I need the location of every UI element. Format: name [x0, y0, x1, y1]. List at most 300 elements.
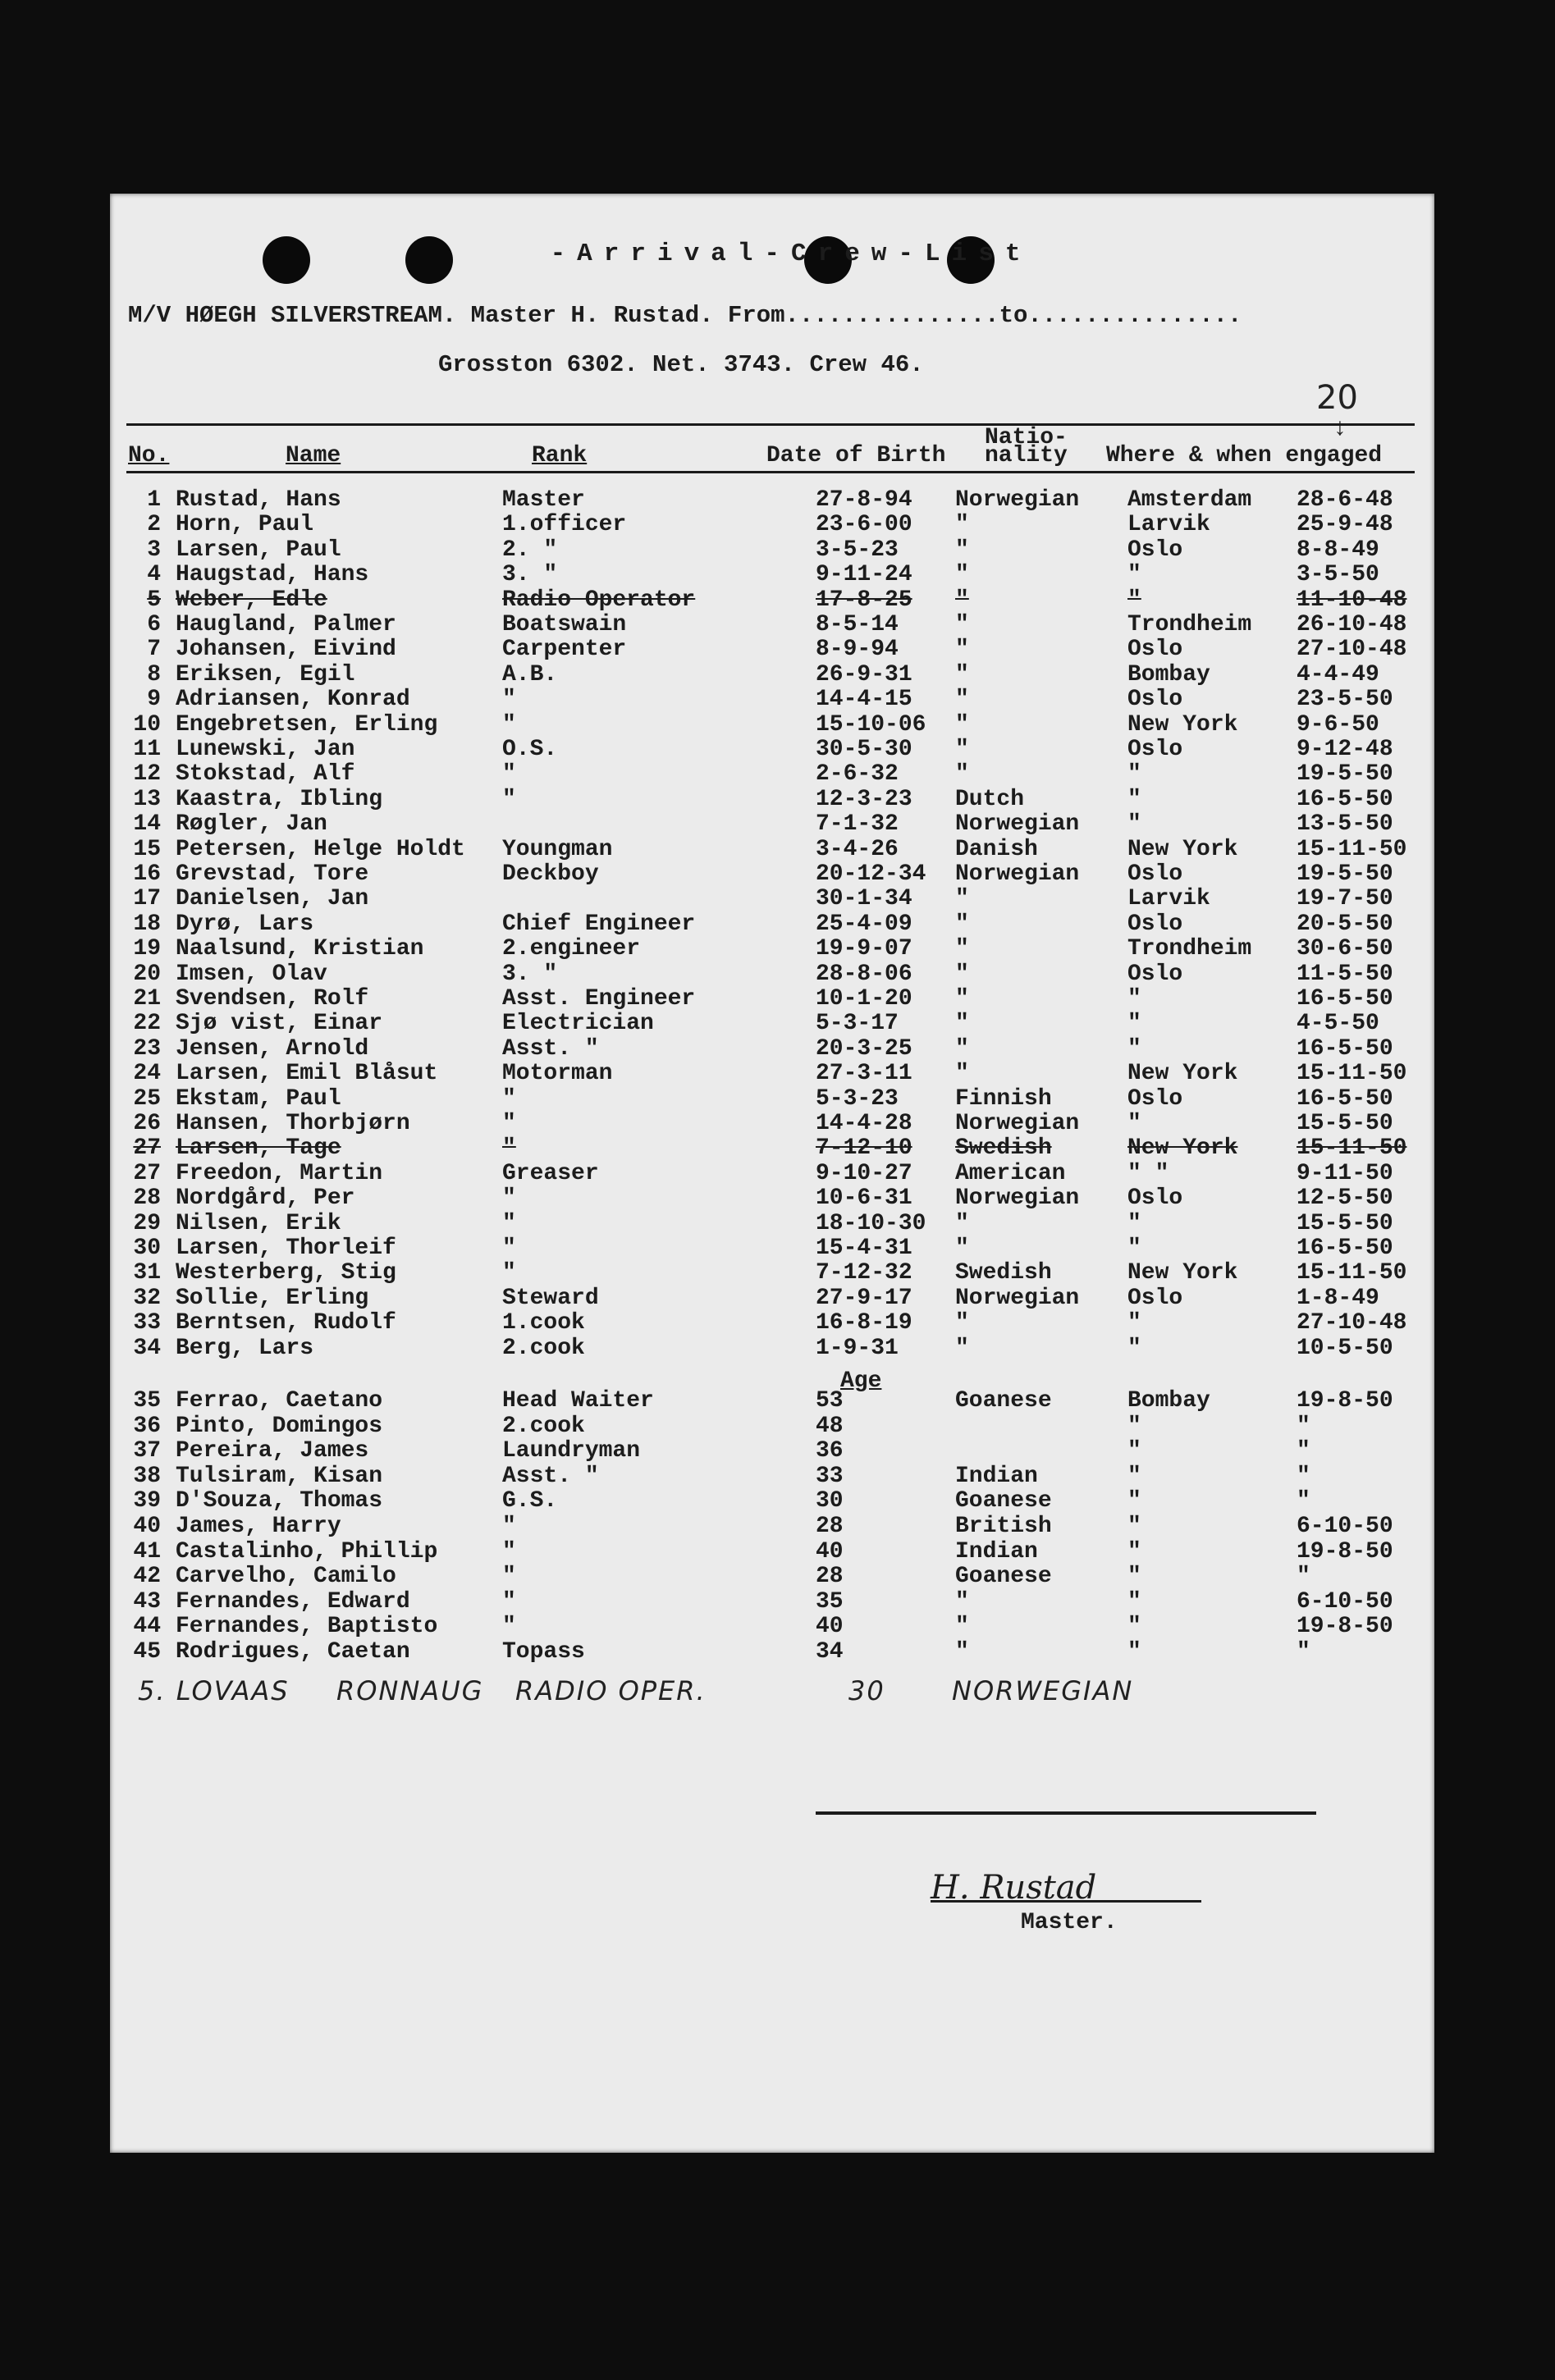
engaged-when: 10-5-50	[1297, 1335, 1393, 1361]
crew-name: Weber, Edle	[176, 587, 327, 613]
table-row	[110, 811, 1434, 836]
crew-rank: "	[502, 1185, 516, 1212]
crew-name: Pereira, James	[176, 1438, 369, 1464]
engaged-where: New York	[1127, 1061, 1238, 1087]
table-row	[110, 1036, 1434, 1061]
table-row	[110, 1236, 1434, 1260]
row-number: 28	[133, 1185, 161, 1212]
row-number: 7	[147, 637, 161, 663]
row-number: 24	[133, 1061, 161, 1087]
crew-nationality: Indian	[955, 1463, 1038, 1489]
handwritten-number-name: 5. LOVAAS	[138, 1675, 290, 1706]
table-row	[110, 787, 1434, 811]
crew-name: Ekstam, Paul	[176, 1085, 341, 1112]
row-number: 38	[133, 1463, 161, 1489]
engaged-where: Trondheim	[1127, 612, 1252, 637]
crew-name: Kaastra, Ibling	[176, 786, 383, 812]
crew-dob: 2-6-32	[816, 761, 899, 788]
table-row	[110, 1161, 1434, 1185]
engaged-when: 13-5-50	[1297, 811, 1393, 838]
table-row	[110, 512, 1434, 537]
row-number: 43	[133, 1588, 161, 1615]
crew-nationality: Norwegian	[955, 1185, 1080, 1212]
header-nationality: nality	[985, 443, 1068, 468]
crew-nationality: Swedish	[955, 1260, 1052, 1286]
table-row	[110, 1589, 1434, 1614]
row-number: 11	[133, 737, 161, 762]
engaged-where: "	[1127, 1111, 1141, 1136]
crew-dob: 10-1-20	[816, 986, 912, 1012]
table-row	[110, 936, 1434, 961]
table-row	[110, 537, 1434, 562]
engaged-where: "	[1127, 1413, 1141, 1439]
table-row	[110, 761, 1434, 786]
crew-nationality: Finnish	[955, 1085, 1052, 1112]
table-row	[110, 1539, 1434, 1564]
row-number: 12	[133, 761, 161, 788]
crew-dob: 5-3-23	[816, 1085, 899, 1112]
row-number: 18	[133, 911, 161, 937]
engaged-where: Oslo	[1127, 961, 1183, 987]
crew-nationality: "	[955, 687, 969, 713]
table-row	[110, 1414, 1434, 1438]
crew-nationality: "	[955, 1614, 969, 1640]
crew-name: Berg, Lars	[176, 1335, 314, 1361]
engaged-where: Trondheim	[1127, 936, 1252, 962]
engaged-where: New York	[1127, 711, 1238, 738]
engaged-when: "	[1297, 1639, 1310, 1665]
crew-dob: 8-5-14	[816, 612, 899, 637]
crew-nationality: Goanese	[955, 1564, 1052, 1590]
crew-rank: "	[502, 1514, 516, 1539]
signature-underline	[931, 1900, 1201, 1903]
engaged-where: Oslo	[1127, 1285, 1183, 1311]
crew-nationality: Swedish	[955, 1135, 1052, 1162]
engaged-where: New York	[1127, 836, 1238, 862]
crew-dob: 3-5-23	[816, 537, 899, 563]
engaged-where: "	[1127, 1236, 1141, 1261]
engaged-when: 23-5-50	[1297, 687, 1393, 713]
engaged-where: "	[1127, 1588, 1141, 1615]
vessel-line: M/V HØEGH SILVERSTREAM. Master H. Rustad. From...............to...............	[128, 302, 1242, 329]
engaged-when: 11-10-48	[1297, 587, 1407, 613]
engaged-when: 19-5-50	[1297, 861, 1393, 887]
crew-name: Svendsen, Rolf	[176, 986, 369, 1012]
crew-rank: Asst. Engineer	[502, 986, 696, 1012]
engaged-when: 16-5-50	[1297, 986, 1393, 1012]
engaged-when: "	[1297, 1463, 1310, 1489]
crew-name: Danielsen, Jan	[176, 886, 369, 912]
row-number: 5	[147, 587, 161, 613]
engaged-when: 19-5-50	[1297, 761, 1393, 788]
engaged-when: "	[1297, 1413, 1310, 1439]
crew-rank: A.B.	[502, 661, 558, 688]
header-dob: Date of Birth	[766, 443, 946, 468]
crew-nationality: Norwegian	[955, 1111, 1080, 1136]
engaged-where: "	[1127, 1538, 1141, 1565]
crew-rank: Asst. "	[502, 1035, 599, 1062]
crew-dob: 28	[816, 1514, 844, 1539]
crew-dob: 16-8-19	[816, 1310, 912, 1336]
crew-nationality: "	[955, 1588, 969, 1615]
engaged-when: 16-5-50	[1297, 1035, 1393, 1062]
crew-dob: 8-9-94	[816, 637, 899, 663]
crew-name: Ferrao, Caetano	[176, 1388, 383, 1414]
row-number: 9	[147, 687, 161, 713]
crew-rank: 2.cook	[502, 1413, 585, 1439]
crew-dob: 33	[816, 1463, 844, 1489]
crew-nationality: "	[955, 1335, 969, 1361]
age-header: Age	[840, 1368, 882, 1394]
row-number: 20	[133, 961, 161, 987]
engaged-where: "	[1127, 1514, 1141, 1539]
engaged-when: 15-5-50	[1297, 1111, 1393, 1136]
engaged-when: 4-5-50	[1297, 1011, 1379, 1037]
crew-nationality: "	[955, 1035, 969, 1062]
crew-name: Petersen, Helge Holdt	[176, 836, 465, 862]
row-number: 17	[133, 886, 161, 912]
crew-dob: 14-4-15	[816, 687, 912, 713]
crew-nationality: "	[955, 612, 969, 637]
table-row	[110, 1185, 1434, 1210]
crew-nationality: Danish	[955, 836, 1038, 862]
crew-rank: "	[502, 711, 516, 738]
table-row	[110, 662, 1434, 687]
table-row	[110, 1514, 1434, 1538]
crew-nationality: "	[955, 936, 969, 962]
crew-rank: Chief Engineer	[502, 911, 696, 937]
crew-dob: 34	[816, 1639, 844, 1665]
crew-dob: 48	[816, 1413, 844, 1439]
engaged-when: 19-8-50	[1297, 1614, 1393, 1640]
row-number: 29	[133, 1210, 161, 1236]
crew-name: Grevstad, Tore	[176, 861, 369, 887]
engaged-where: Oslo	[1127, 687, 1183, 713]
row-number: 30	[133, 1236, 161, 1261]
crew-name: Stokstad, Alf	[176, 761, 355, 788]
engaged-where: "	[1127, 1488, 1141, 1514]
crew-rank: Motorman	[502, 1061, 613, 1087]
engaged-where: New York	[1127, 1135, 1238, 1162]
crew-rank: Youngman	[502, 836, 613, 862]
crew-nationality: Norwegian	[955, 811, 1080, 838]
engaged-where: Oslo	[1127, 537, 1183, 563]
row-number: 22	[133, 1011, 161, 1037]
table-row	[110, 1211, 1434, 1236]
row-number: 13	[133, 786, 161, 812]
engaged-when: 9-6-50	[1297, 711, 1379, 738]
crew-nationality: "	[955, 886, 969, 912]
engaged-when: "	[1297, 1564, 1310, 1590]
table-row	[110, 1388, 1434, 1413]
crew-name: Lunewski, Jan	[176, 737, 355, 762]
document-title: -Arrival-Crew-List	[550, 240, 1032, 268]
engaged-where: "	[1127, 761, 1141, 788]
master-signature: H. Rustad	[931, 1869, 1097, 1907]
handwritten-first-name: RONNAUG	[336, 1675, 484, 1706]
handwritten-nationality: NORWEGIAN	[952, 1675, 1134, 1706]
table-row	[110, 911, 1434, 936]
engaged-when: 4-4-49	[1297, 661, 1379, 688]
row-number: 33	[133, 1310, 161, 1336]
crew-name: Haugstad, Hans	[176, 562, 369, 588]
row-number: 39	[133, 1488, 161, 1514]
crew-rank: "	[502, 1236, 516, 1261]
crew-rank: 2.engineer	[502, 936, 641, 962]
table-row	[110, 1086, 1434, 1111]
row-number: 27	[133, 1160, 161, 1186]
crew-name: Freedon, Martin	[176, 1160, 383, 1186]
table-row	[110, 1135, 1434, 1160]
crew-name: Jensen, Arnold	[176, 1035, 369, 1062]
header-no: No.	[128, 443, 170, 468]
engaged-where: "	[1127, 786, 1141, 812]
crew-dob: 7-12-32	[816, 1260, 912, 1286]
crew-dob: 23-6-00	[816, 512, 912, 538]
row-number: 4	[147, 562, 161, 588]
row-number: 16	[133, 861, 161, 887]
engaged-when: 26-10-48	[1297, 612, 1407, 637]
row-number: 35	[133, 1388, 161, 1414]
crew-rank: Topass	[502, 1639, 585, 1665]
engaged-when: 15-11-50	[1297, 1135, 1407, 1162]
crew-rank: 2.cook	[502, 1335, 585, 1361]
engaged-where: "	[1127, 1564, 1141, 1590]
crew-name: Horn, Paul	[176, 512, 314, 538]
engaged-where: Bombay	[1127, 1388, 1210, 1414]
crew-dob: 26-9-31	[816, 661, 912, 688]
crew-nationality: "	[955, 537, 969, 563]
crew-name: Hansen, Thorbjørn	[176, 1111, 410, 1136]
table-row	[110, 1260, 1434, 1285]
engaged-when: 6-10-50	[1297, 1588, 1393, 1615]
crew-rank: Asst. "	[502, 1463, 599, 1489]
table-row	[110, 1438, 1434, 1463]
header-where-when: Where & when engaged	[1106, 443, 1383, 468]
crew-rank: Boatswain	[502, 612, 627, 637]
handwritten-rank: RADIO OPER.	[515, 1675, 707, 1706]
engaged-when: 19-8-50	[1297, 1538, 1393, 1565]
engaged-where: Larvik	[1127, 886, 1210, 912]
engaged-where: "	[1127, 1035, 1141, 1062]
engaged-where: "	[1127, 1335, 1141, 1361]
row-number: 26	[133, 1111, 161, 1136]
engaged-when: 11-5-50	[1297, 961, 1393, 987]
engaged-when: 25-9-48	[1297, 512, 1393, 538]
crew-rank: "	[502, 1588, 516, 1615]
engaged-when: "	[1297, 1488, 1310, 1514]
crew-rank: Steward	[502, 1285, 599, 1311]
engaged-where: "	[1127, 1438, 1141, 1464]
crew-name: Larsen, Tage	[176, 1135, 341, 1162]
crew-rank: "	[502, 761, 516, 788]
signature-rule	[816, 1811, 1316, 1815]
crew-rank: "	[502, 786, 516, 812]
engaged-when: 1-8-49	[1297, 1285, 1379, 1311]
crew-rank: Master	[502, 487, 585, 513]
engaged-where: "	[1127, 1011, 1141, 1037]
engaged-where: New York	[1127, 1260, 1238, 1286]
engaged-when: 20-5-50	[1297, 911, 1393, 937]
crew-rank: 1.cook	[502, 1310, 585, 1336]
crew-dob: 20-12-34	[816, 861, 926, 887]
table-row	[110, 1564, 1434, 1588]
engaged-when: 9-11-50	[1297, 1160, 1393, 1186]
crew-name: James, Harry	[176, 1514, 341, 1539]
crew-rank: "	[502, 1614, 516, 1640]
engaged-where: Oslo	[1127, 737, 1183, 762]
engaged-where: Amsterdam	[1127, 487, 1252, 513]
crew-dob: 28	[816, 1564, 844, 1590]
header-rule-top	[126, 423, 1415, 426]
crew-name: D'Souza, Thomas	[176, 1488, 383, 1514]
crew-dob: 40	[816, 1538, 844, 1565]
crew-name: Larsen, Emil Blåsut	[176, 1061, 438, 1087]
crew-dob: 10-6-31	[816, 1185, 912, 1212]
margin-note: 20	[1316, 379, 1358, 417]
row-number: 36	[133, 1413, 161, 1439]
crew-dob: 15-4-31	[816, 1236, 912, 1261]
table-row	[110, 1011, 1434, 1035]
crew-name: Westerberg, Stig	[176, 1260, 396, 1286]
row-number: 1	[147, 487, 161, 513]
crew-name: Røgler, Jan	[176, 811, 327, 838]
row-number: 37	[133, 1438, 161, 1464]
row-number: 3	[147, 537, 161, 563]
engaged-where: "	[1127, 1614, 1141, 1640]
crew-dob: 53	[816, 1388, 844, 1414]
row-number: 45	[133, 1639, 161, 1665]
engaged-when: 3-5-50	[1297, 562, 1379, 588]
row-number: 10	[133, 711, 161, 738]
engaged-when: 12-5-50	[1297, 1185, 1393, 1212]
crew-dob: 28-8-06	[816, 961, 912, 987]
row-number: 23	[133, 1035, 161, 1062]
crew-dob: 30	[816, 1488, 844, 1514]
table-row	[110, 587, 1434, 612]
crew-name: Carvelho, Camilo	[176, 1564, 396, 1590]
engaged-where: Larvik	[1127, 512, 1210, 538]
crew-rank: "	[502, 1085, 516, 1112]
engaged-when: 15-11-50	[1297, 1061, 1407, 1087]
crew-name: Naalsund, Kristian	[176, 936, 424, 962]
header-rank: Rank	[532, 443, 588, 468]
crew-name: Rustad, Hans	[176, 487, 341, 513]
table-row	[110, 562, 1434, 587]
crew-rank: 3. "	[502, 562, 558, 588]
crew-nationality: "	[955, 1236, 969, 1261]
table-row	[110, 1464, 1434, 1488]
table-row	[110, 737, 1434, 761]
row-number: 19	[133, 936, 161, 962]
engaged-when: 27-10-48	[1297, 637, 1407, 663]
tonnage-line: Grosston 6302. Net. 3743. Crew 46.	[438, 351, 924, 378]
crew-dob: 27-9-17	[816, 1285, 912, 1311]
crew-dob: 30-5-30	[816, 737, 912, 762]
crew-dob: 5-3-17	[816, 1011, 899, 1037]
row-number: 34	[133, 1335, 161, 1361]
table-row	[110, 687, 1434, 711]
engaged-when: 16-5-50	[1297, 1236, 1393, 1261]
table-row	[110, 637, 1434, 661]
table-row	[110, 1614, 1434, 1638]
crew-nationality: "	[955, 961, 969, 987]
crew-name: Berntsen, Rudolf	[176, 1310, 396, 1336]
header-rule-bottom	[126, 471, 1415, 473]
crew-nationality: "	[955, 911, 969, 937]
crew-name: Nilsen, Erik	[176, 1210, 341, 1236]
table-row	[110, 1639, 1434, 1664]
crew-rank: Carpenter	[502, 637, 627, 663]
engaged-when: 15-11-50	[1297, 836, 1407, 862]
crew-name: Dyrø, Lars	[176, 911, 314, 937]
engaged-when: "	[1297, 1438, 1310, 1464]
crew-nationality: "	[955, 587, 969, 613]
crew-nationality: "	[955, 661, 969, 688]
crew-dob: 36	[816, 1438, 844, 1464]
crew-nationality: "	[955, 1210, 969, 1236]
crew-dob: 1-9-31	[816, 1335, 899, 1361]
crew-dob: 15-10-06	[816, 711, 926, 738]
row-number: 41	[133, 1538, 161, 1565]
engaged-where: "	[1127, 1639, 1141, 1665]
crew-rank: "	[502, 1135, 516, 1162]
crew-name: Haugland, Palmer	[176, 612, 396, 637]
crew-rank: Laundryman	[502, 1438, 641, 1464]
crew-nationality: "	[955, 761, 969, 788]
engaged-where: Oslo	[1127, 637, 1183, 663]
crew-dob: 7-1-32	[816, 811, 899, 838]
row-number: 31	[133, 1260, 161, 1286]
crew-name: Larsen, Thorleif	[176, 1236, 396, 1261]
table-row	[110, 1310, 1434, 1335]
engaged-when: 9-12-48	[1297, 737, 1393, 762]
crew-dob: 19-9-07	[816, 936, 912, 962]
row-number: 25	[133, 1085, 161, 1112]
crew-rank: Radio Operator	[502, 587, 696, 613]
engaged-where: "	[1127, 811, 1141, 838]
table-row	[110, 886, 1434, 911]
crew-name: Fernandes, Baptisto	[176, 1614, 438, 1640]
table-row	[110, 861, 1434, 886]
engaged-when: 19-7-50	[1297, 886, 1393, 912]
crew-rank: "	[502, 1260, 516, 1286]
row-number: 6	[147, 612, 161, 637]
engaged-where: "	[1127, 587, 1141, 613]
engaged-when: 30-6-50	[1297, 936, 1393, 962]
crew-name: Johansen, Eivind	[176, 637, 396, 663]
row-number: 2	[147, 512, 161, 538]
table-row	[110, 837, 1434, 861]
header-nationality-top: Natio-	[985, 425, 1068, 450]
engaged-when: 28-6-48	[1297, 487, 1393, 513]
crew-nationality: "	[955, 1639, 969, 1665]
crew-rank: "	[502, 1210, 516, 1236]
crew-dob: 27-8-94	[816, 487, 912, 513]
table-row	[110, 1061, 1434, 1085]
crew-rank: Greaser	[502, 1160, 599, 1186]
crew-dob: 17-8-25	[816, 587, 912, 613]
row-number: 27	[133, 1135, 161, 1162]
crew-nationality: "	[955, 986, 969, 1012]
row-number: 32	[133, 1285, 161, 1311]
crew-name: Larsen, Paul	[176, 537, 341, 563]
header-name: Name	[286, 443, 341, 468]
crew-nationality: Goanese	[955, 1488, 1052, 1514]
engaged-when: 15-11-50	[1297, 1260, 1407, 1286]
row-number: 44	[133, 1614, 161, 1640]
crew-name: Eriksen, Egil	[176, 661, 355, 688]
